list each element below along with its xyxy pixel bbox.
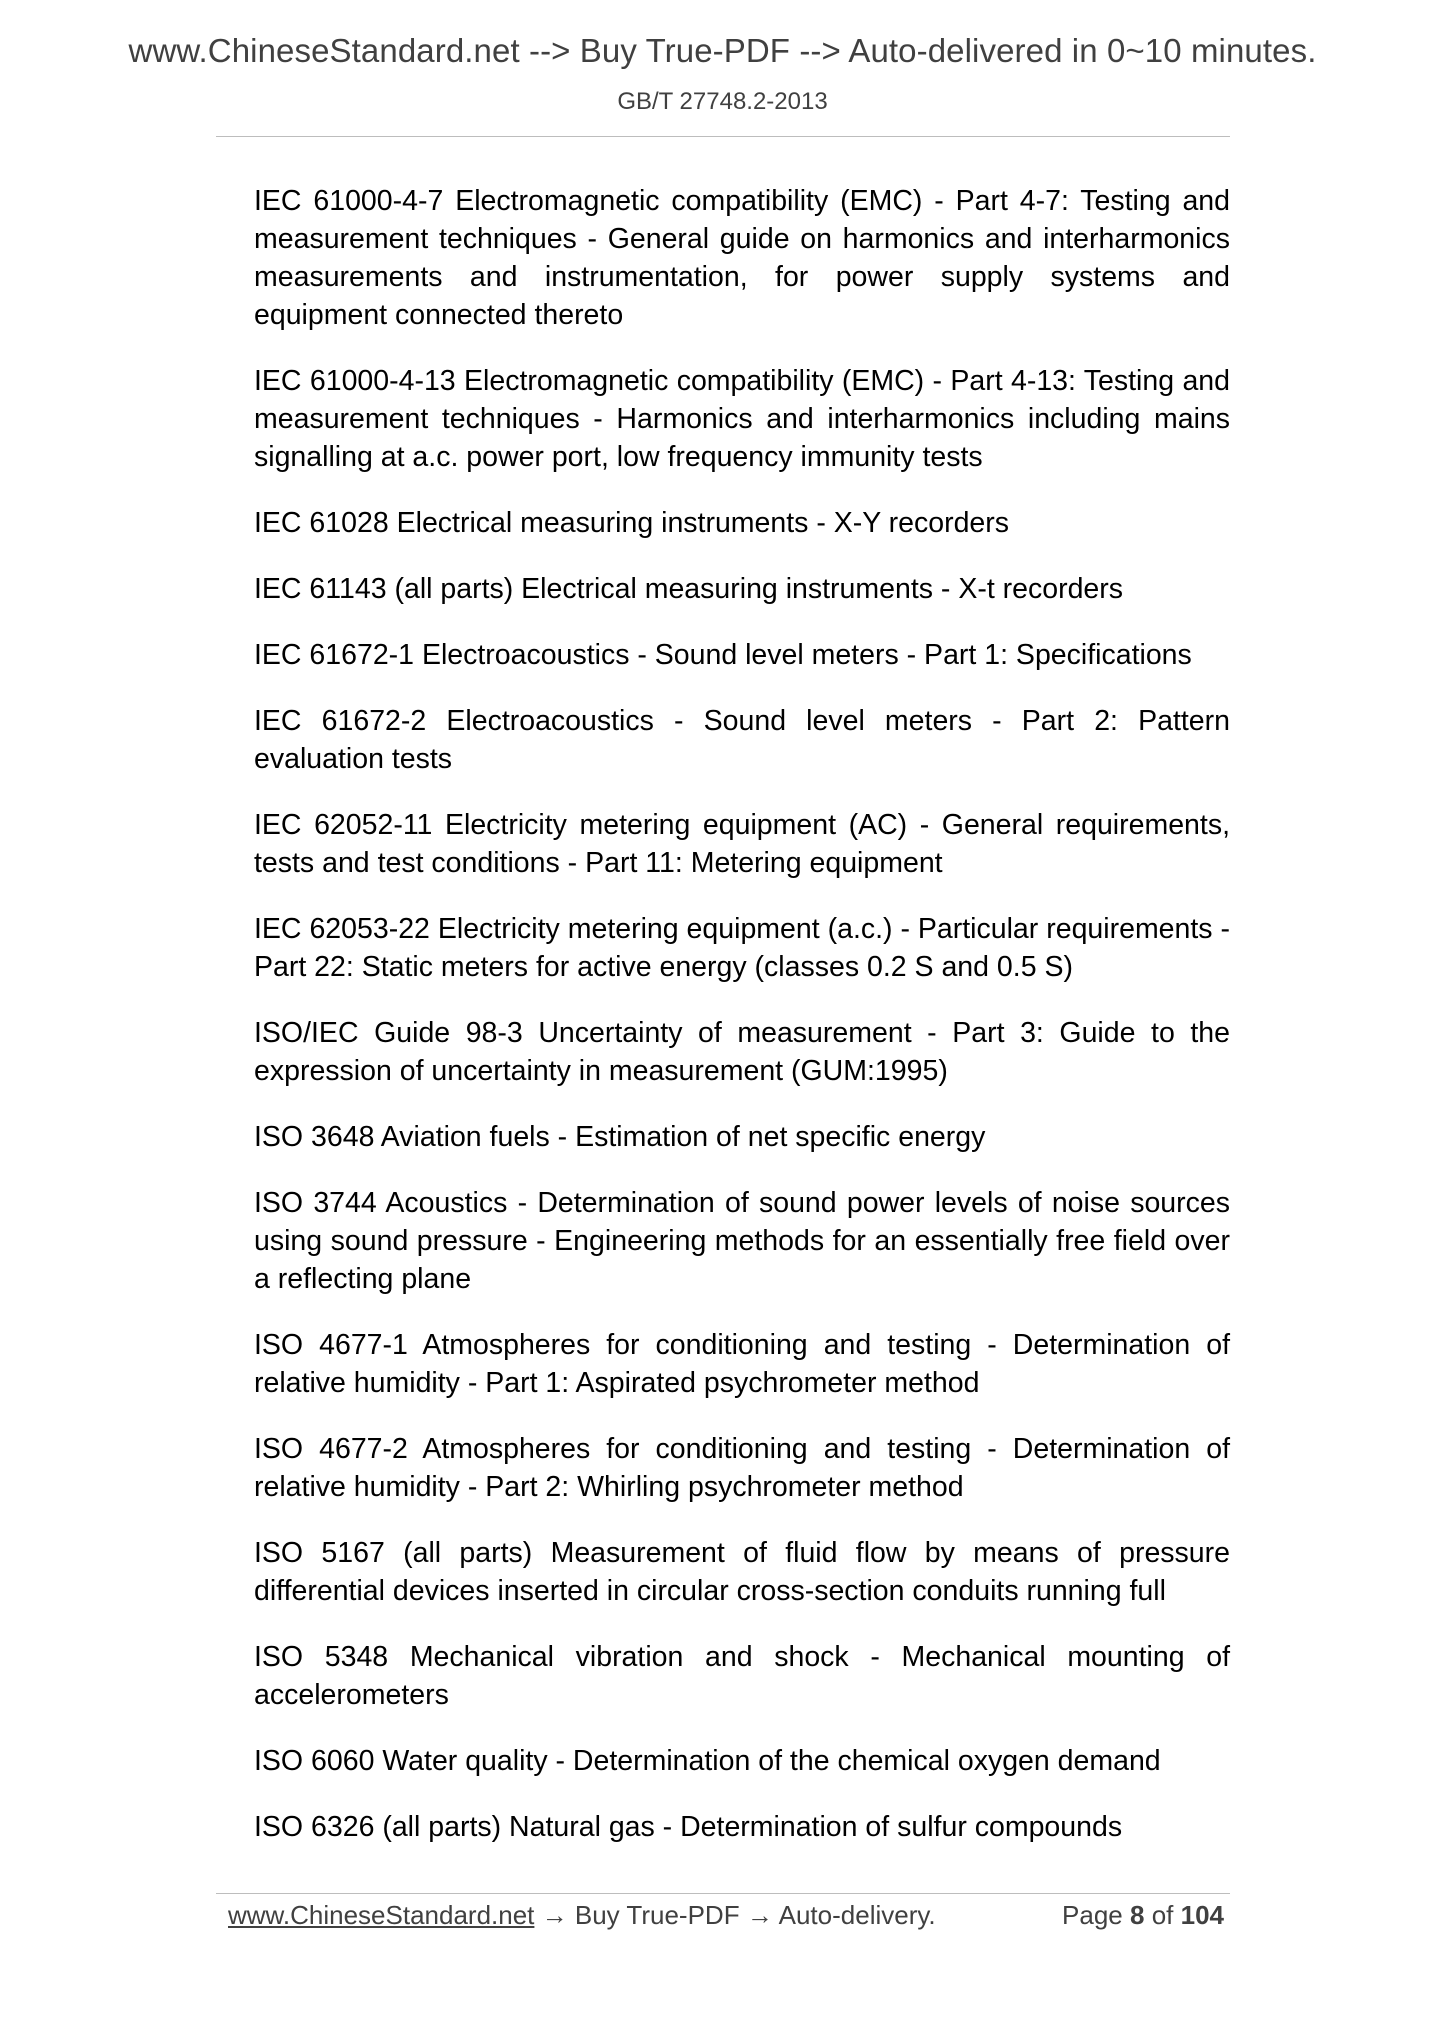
reference-item: IEC 61672-1 Electroacoustics - Sound level meters - Part 1: Specifications xyxy=(254,639,1192,671)
page-indicator xyxy=(1062,1900,1224,1931)
arrow-right-icon: → xyxy=(541,1900,568,1930)
reference-item: ISO 3648 Aviation fuels - Estimation of net specific energy xyxy=(254,1121,986,1153)
top-banner: www.ChineseStandard.net --> Buy True-PDF --> Auto-delivered in 0~10 minutes. xyxy=(128,32,1317,69)
footer-promo xyxy=(228,1900,936,1931)
footer-site-link[interactable]: www.ChineseStandard.net xyxy=(228,1900,535,1930)
current-page-number: 8 xyxy=(1129,1900,1145,1930)
reference-item: IEC 61143 (all parts) Electrical measuring instruments - X-t recorders xyxy=(254,573,1124,605)
reference-item: IEC 61000-4-7 Electromagnetic compatibility (EMC) - Part 4-7: Testing and measurement techniques - General guide on harmonics and interharmonics measurements and instrumentation, for power supply systems and equipment connected thereto xyxy=(254,185,1230,331)
reference-item: IEC 61028 Electrical measuring instruments - X-Y recorders xyxy=(254,507,1010,539)
reference-item: IEC 61672-2 Electroacoustics - Sound level meters - Part 2: Pattern evaluation tests xyxy=(254,705,1230,775)
reference-item: ISO 5167 (all parts) Measurement of fluid flow by means of pressure differential devices inserted in circular cross-section conduits running full xyxy=(254,1537,1230,1607)
footer-delivery-text: Auto-delivery. xyxy=(778,1900,936,1930)
reference-item: IEC 62053-22 Electricity metering equipment (a.c.) - Particular requirements -Part 22: Static meters for active energy (classes 0.2 S and 0.5 S) xyxy=(254,913,1230,983)
reference-item: IEC 62052-11 Electricity metering equipment (AC) - General requirements, tests and test conditions - Part 11: Metering equipment xyxy=(254,809,1230,879)
of-label: of xyxy=(1151,1900,1174,1930)
reference-item: ISO 6326 (all parts) Natural gas - Determination of sulfur compounds xyxy=(254,1811,1123,1843)
reference-item: ISO 4677-2 Atmospheres for conditioning and testing - Determination of relative humidity - Part 2: Whirling psychrometer method xyxy=(254,1433,1230,1503)
reference-item: IEC 61000-4-13 Electromagnetic compatibility (EMC) - Part 4-13: Testing and measurement techniques - Harmonics and interharmonics including mains signalling at a.c. power port, low frequency immunity tests xyxy=(254,365,1230,473)
arrow-right-icon: → xyxy=(746,1900,773,1930)
page-footer xyxy=(228,1900,1224,1936)
standard-code: GB/T 27748.2-2013 xyxy=(617,88,828,115)
footer-buy-text: Buy True-PDF xyxy=(574,1900,740,1930)
reference-item: ISO/IEC Guide 98-3 Uncertainty of measurement - Part 3: Guide to the expression of uncertainty in measurement (GUM:1995) xyxy=(254,1017,1230,1087)
total-pages-number: 104 xyxy=(1180,1900,1224,1930)
reference-item: ISO 6060 Water quality - Determination of the chemical oxygen demand xyxy=(254,1745,1161,1777)
page-label: Page xyxy=(1062,1900,1123,1930)
footer-divider xyxy=(216,1893,1230,1894)
reference-item: ISO 5348 Mechanical vibration and shock - Mechanical mounting of accelerometers xyxy=(254,1641,1230,1711)
references-list xyxy=(254,182,1230,1874)
reference-item: ISO 3744 Acoustics - Determination of sound power levels of noise sources using sound pressure - Engineering methods for an essentially free field over a reflecting plane xyxy=(254,1187,1230,1295)
header-divider xyxy=(216,136,1230,137)
reference-item: ISO 4677-1 Atmospheres for conditioning and testing - Determination of relative humidity - Part 1: Aspirated psychrometer method xyxy=(254,1329,1230,1399)
